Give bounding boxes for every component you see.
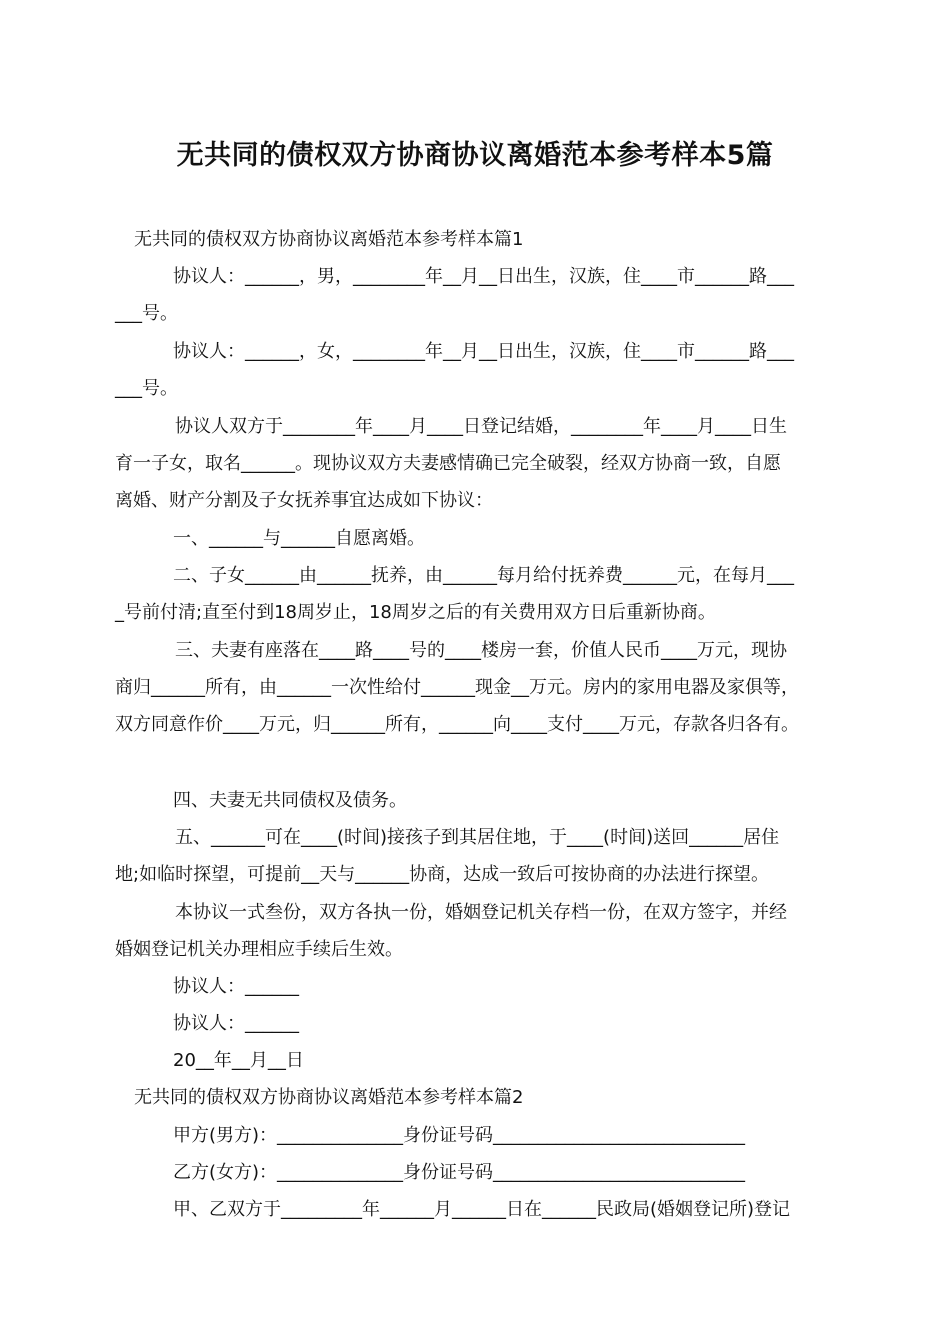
paragraph-line: 育一子女，取名______。现协议双方夫妻感情确已完全破裂，经双方协商一致，自愿: [115, 453, 781, 474]
paragraph-line: 双方同意作价____万元，归______所有，______向____支付____万元，存款各归各有。: [115, 714, 799, 735]
paragraph-line: 二、子女______由______抚养，由______每月给付抚养费______元，在每月___: [173, 565, 794, 586]
paragraph-line: 商归______所有，由______一次性给付______现金__万元。房内的家用电器及家俱等，: [115, 677, 799, 698]
paragraph-line: 五、______可在____(时间)接孩子到其居住地，于____(时间)送回______居住: [175, 827, 780, 848]
paragraph-line: 一、______与______自愿离婚。: [173, 528, 425, 549]
paragraph-line: 协议人：______，女，________年__月__日出生，汉族，住____市______路___: [173, 341, 794, 362]
paragraph-line: 婚姻登记机关办理相应手续后生效。: [115, 939, 403, 960]
paragraph-line: ___号。: [115, 303, 178, 324]
section-heading-1: 无共同的债权双方协商协议离婚范本参考样本篇1: [134, 229, 524, 250]
paragraph-line: 三、夫妻有座落在____路____号的____楼房一套，价值人民币____万元，现协: [175, 640, 787, 661]
paragraph-line: 乙方(女方)：______________身份证号码____________________________: [173, 1162, 746, 1183]
signature-line: 协议人：______: [173, 1013, 299, 1034]
paragraph-line: 四、夫妻无共同债权及债务。: [173, 790, 407, 811]
document-title: 无共同的债权双方协商协议离婚范本参考样本5篇: [176, 140, 774, 171]
paragraph-line: 地;如临时探望，可提前__天与______协商，达成一致后可按协商的办法进行探望。: [115, 864, 770, 885]
signature-line: 协议人：______: [173, 976, 299, 997]
paragraph-line: 本协议一式叁份，双方各执一份，婚姻登记机关存档一份，在双方签字，并经: [175, 902, 787, 923]
paragraph-line: ___号。: [115, 378, 178, 399]
paragraph-line: 协议人双方于________年____月____日登记结婚，________年____月____日生: [175, 416, 787, 437]
section-heading-2: 无共同的债权双方协商协议离婚范本参考样本篇2: [134, 1087, 524, 1108]
paragraph-line: _号前付清;直至付到18周岁止，18周岁之后的有关费用双方日后重新协商。: [115, 602, 716, 623]
paragraph-line: 协议人：______，男，________年__月__日出生，汉族，住____市______路___: [173, 266, 794, 287]
date-line: 20__年__月__日: [173, 1050, 304, 1071]
paragraph-line: 离婚、财产分割及子女抚养事宜达成如下协议：: [115, 490, 493, 511]
paragraph-line: 甲、乙双方于_________年______月______日在______民政局(婚姻登记所)登记: [173, 1199, 791, 1220]
paragraph-line: 甲方(男方)：______________身份证号码____________________________: [173, 1125, 746, 1146]
